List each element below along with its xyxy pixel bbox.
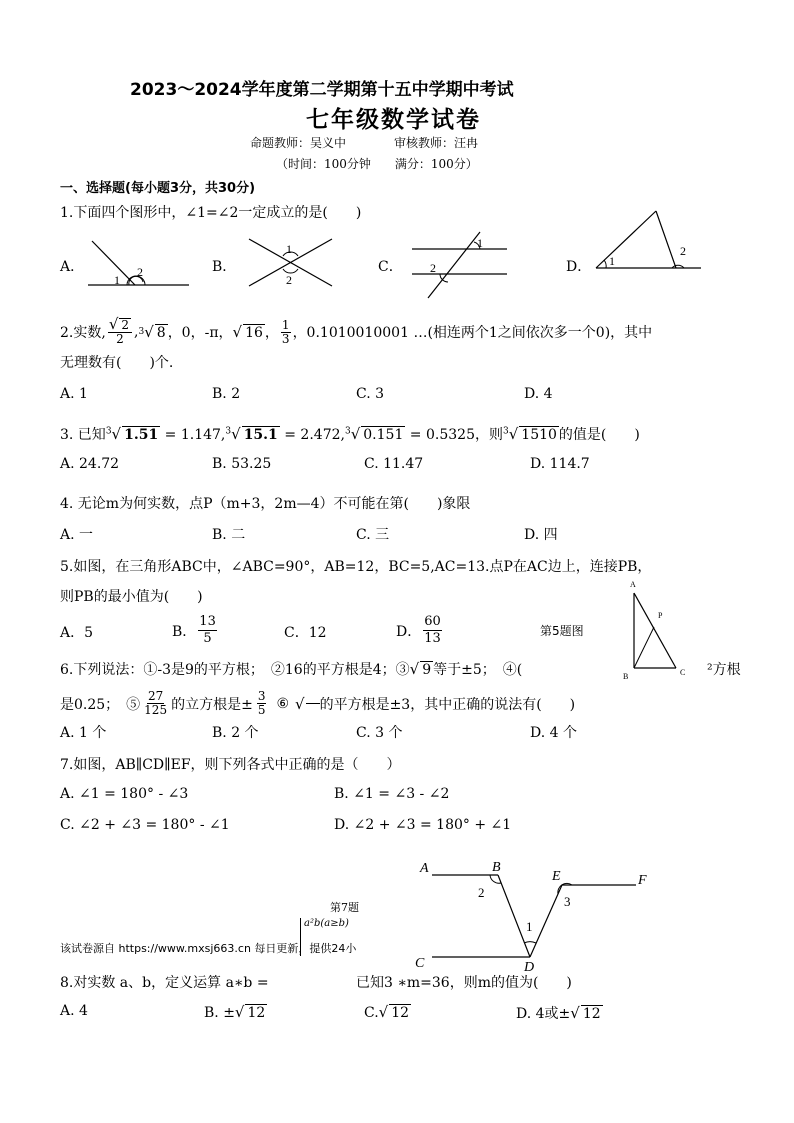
q5-vertex-c: C [680,668,686,677]
q4-option-c: C. 三 [356,527,390,543]
q5-figure-caption: 第5题图 [540,624,584,638]
section-title: 一、选择题(每小题3分，共30分) [60,181,256,196]
question-8-stem-a: 8.对实数 a、b，定义运算 a∗b = [60,975,269,991]
time-score-info: （时间：100分钟 满分：100分） [276,157,478,171]
q2-option-a: A. 1 [60,386,88,402]
q5-option-a: A．5 [60,625,94,641]
paper-subtitle: 七年级数学试卷 [306,106,481,133]
q7-label-a: A [420,861,429,876]
q1d-angle-1-label: 1 [609,254,615,268]
q5-vertex-a: A [630,580,636,589]
q2-option-c: C. 3 [356,386,385,402]
question-5-line2: 则PB的最小值为( ) [60,589,203,605]
q7-option-b: B. ∠1 = ∠3 - ∠2 [334,786,450,802]
q7-label-e: E [552,869,561,884]
q4-option-d: D. 四 [524,527,558,543]
question-2-line1: 2.实数, $\frac{√ 2}{2}$ , 3 √ 8 ，0，-π， √ 16 ， $\frac{1}{3}$ ，0.1010010001 …(相连两个1之间依次多一个0)，其中 [60,315,653,346]
q1b-angle-2-label: 2 [286,273,292,287]
q8-option-a: A. 4 [60,1003,88,1019]
q2-option-d: D. 4 [524,386,553,402]
teachers-line: 命题教师：吴义中 审核教师：汪冉 [250,136,479,150]
q7-label-c: C [415,956,425,971]
q7-option-a: A. ∠1 = 180° - ∠3 [60,786,189,802]
q2-cbrt8: 8 [156,324,166,341]
question-7-stem: 7.如图，AB∥CD∥EF，则下列各式中正确的是（ ） [60,757,401,773]
question-4-stem: 4. 无论m为何实数，点P（m+3，2m—4）不可能在第( )象限 [60,496,471,512]
q1-option-c: C． [378,259,403,275]
q5-option-d: D． $\frac{60}{13}$ [396,614,441,646]
exam-title: 2023～2024学年度第二学期第十五中学期中考试 [130,80,514,100]
q2-frac-1-3: $\frac{1}{3}$ [281,317,290,346]
q8-option-d: D. 4或±√ 12 [516,1004,601,1022]
q5-point-p: P [658,611,663,620]
q7-angle-2: 2 [478,885,485,900]
q3-option-a: A. 24.72 [60,456,120,472]
q1c-angle-2-label: 2 [430,261,436,275]
q1-option-d: D． [566,259,592,275]
q1b-angle-1-label: 1 [286,242,292,256]
q3-option-b: B. 53.25 [212,456,272,472]
q4-option-a: A. 一 [60,527,94,543]
q7-option-c: C. ∠2 + ∠3 = 180° - ∠1 [60,817,230,833]
source-watermark: 该试卷源自 https://www.mxsj663.cn 每日更新，提供24小 [60,942,357,955]
q4-option-b: B. 二 [212,527,246,543]
q2-option-b: B. 2 [212,386,241,402]
q1a-angle-2-label: 2 [137,265,143,279]
q7-label-f: F [638,873,647,888]
q7-label-d: D [524,960,535,975]
q8-option-c: C.√ 12 [364,1003,410,1021]
q6-option-d: D. 4 个 [530,725,577,741]
question-5-line1: 5.如图，在三角形ABC中，∠ABC=90°，AB=12，BC=5,AC=13.点P在AC边上，连接PB， [60,559,652,575]
q1-option-b: B． [212,259,237,275]
q7-angle-3: 3 [564,894,571,909]
q7-figure-caption: 第7题 [330,901,359,914]
question-3-stem: 3. 已知$^3$√ 1.51 = 1.147,$^3$√ 15.1 = 2.472,$^3$√ 0.151 = 0.5325，则$^3$√ 1510 的值是( ) [60,425,640,443]
q8-piecewise-definition: a²b(a≥b) [300,918,349,956]
q1-figure-a [85,238,195,293]
q1-figure-b [246,236,336,291]
q6-option-c: C. 3 个 [356,725,403,741]
question-1-stem: 1.下面四个图形中，∠1=∠2一定成立的是( ) [60,205,362,221]
q1-figure-d [594,208,704,273]
q2-sqrt16: 16 [245,324,263,341]
q5-triangle-figure [620,575,690,685]
q7-label-b: B [492,860,501,875]
question-2-line2: 无理数有( )个. [60,355,174,371]
q8-option-b: B. ±√ 12 [204,1003,266,1021]
q7-angle-1: 1 [526,919,533,934]
q3-option-c: C. 11.47 [364,456,424,472]
question-8-stem-b: 已知3 ∗m=36，则m的值为( ) [356,975,572,991]
q3-option-d: D. 114.7 [530,456,590,472]
q1c-angle-1-label: 1 [477,236,483,250]
q1a-angle-1-label: 1 [114,273,120,287]
q1d-angle-2-label: 2 [680,244,686,258]
q6-option-b: B. 2 个 [212,725,259,741]
question-6-line2: 是0.25； ⑤ $\frac{27}{125}$ 的立方根是± $\frac{3}{5}$ ⑥ √ 的平方根是±3，其中正确的说法有( ) [60,689,576,717]
q6-option-a: A. 1 个 [60,725,107,741]
q7-option-d: D. ∠2 + ∠3 = 180° + ∠1 [334,817,512,833]
q5-option-c: C．12 [284,625,327,641]
question-6-line1: 6.下列说法：①-3是9的平方根； ②16的平方根是4；③√ 9 等于±5； ④( [60,660,523,678]
q5-vertex-b: B [623,672,629,681]
q1-figure-c [410,228,510,300]
question-6-line1-tail: ²方根 [707,662,741,678]
q2-frac-sqrt2-over-2: $\frac{√ 2}{2}$ [108,318,132,346]
q7-parallel-lines-figure [412,855,662,975]
q5-option-b: B． $\frac{13}{5}$ [172,614,216,646]
q1-option-a: A． [60,259,85,275]
